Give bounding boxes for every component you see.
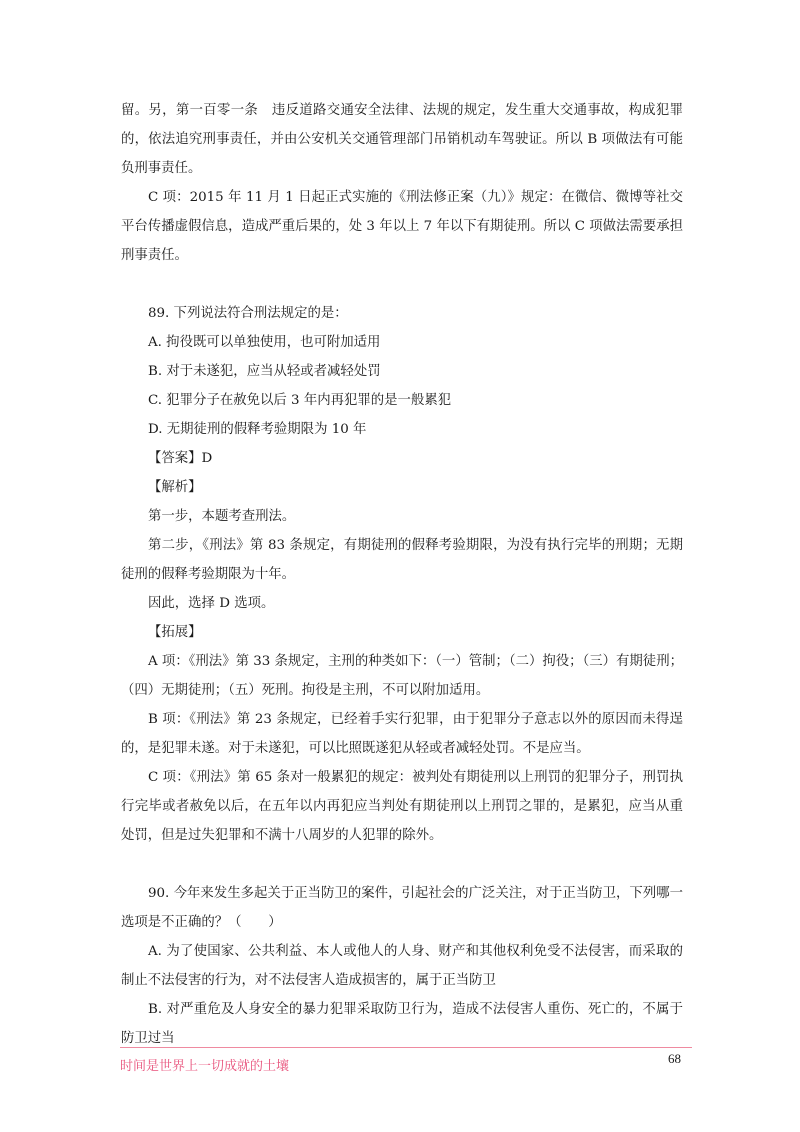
q89-option-a: A. 拘役既可以单独使用，也可附加适用 (148, 335, 381, 350)
q89-analysis-label: 【解析】 (148, 480, 202, 495)
q89-analysis-step-2: 第二步，《刑法》第 83 条规定，有期徒刑的假释考验期限，为没有执行完毕的刑期；无期徒刑的假释考验期限为十年。 (121, 538, 683, 582)
question-89: 89. 下列说法符合刑法规定的是： (148, 306, 348, 321)
q90-option-b: B. 对严重危及人身安全的暴力犯罪采取防卫行为，造成不法侵害人重伤、死亡的，不属于防卫过当 (121, 1002, 683, 1046)
q89-option-b: B. 对于未遂犯，应当从轻或者减轻处罚 (148, 364, 381, 379)
q89-extension-label: 【拓展】 (148, 625, 202, 640)
q89-extension-b: B 项：《刑法》第 23 条规定，已经着手实行犯罪，由于犯罪分子意志以外的原因而未得逞的，是犯罪未遂。对于未遂犯，可以比照既遂犯从轻或者减轻处罚。不是应当。 (121, 712, 683, 756)
q89-analysis-step-1: 第一步，本题考查刑法。 (148, 509, 296, 524)
question-90: 90. 今年来发生多起关于正当防卫的案件，引起社会的广泛关注，对于正当防卫，下列哪一选项是不正确的？（ ） (121, 886, 683, 930)
paragraph-option-c: C 项：2015 年 11 月 1 日起正式实施的《刑法修正案（九）》规定：在微信、微博等社交平台传播虚假信息，造成严重后果的，处 3 年以上 7 年以下有期徒刑。所以 C 项做法需要承担刑事责任。 (121, 190, 683, 263)
q89-answer: 【答案】D (148, 451, 213, 466)
page-number: 68 (668, 1051, 681, 1066)
footer-divider (120, 1047, 692, 1048)
footer-slogan: 时间是世界上一切成就的土壤 (120, 1059, 290, 1074)
q89-extension-a: A 项：《刑法》第 33 条规定，主刑的种类如下：（一）管制；（二）拘役；（三）有期徒刑；（四）无期徒刑；（五）死刑。拘役是主刑，不可以附加适用。 (121, 654, 683, 698)
q89-option-d: D. 无期徒刑的假释考验期限为 10 年 (148, 422, 367, 437)
q89-option-c: C. 犯罪分子在赦免以后 3 年内再犯罪的是一般累犯 (148, 393, 452, 408)
q90-option-a: A. 为了使国家、公共利益、本人或他人的人身、财产和其他权利免受不法侵害，而采取的制止不法侵害的行为，对不法侵害人造成损害的，属于正当防卫 (121, 944, 683, 988)
q89-analysis-conclusion: 因此，选择 D 选项。 (148, 596, 275, 611)
page-content (121, 96, 683, 1053)
paragraph-continued: 留。另，第一百零一条 违反道路交通安全法律、法规的规定，发生重大交通事故，构成犯罪的，依法追究刑事责任，并由公安机关交通管理部门吊销机动车驾驶证。所以 B 项做法有可能负刑事责任。 (121, 103, 683, 176)
q89-extension-c: C 项：《刑法》第 65 条对一般累犯的规定：被判处有期徒刑以上刑罚的犯罪分子，刑罚执行完毕或者赦免以后，在五年以内再犯应当判处有期徒刑以上刑罚之罪的，是累犯，应当从重处罚，但是过失犯罪和不满十八周岁的人犯罪的除外。 (121, 770, 683, 843)
